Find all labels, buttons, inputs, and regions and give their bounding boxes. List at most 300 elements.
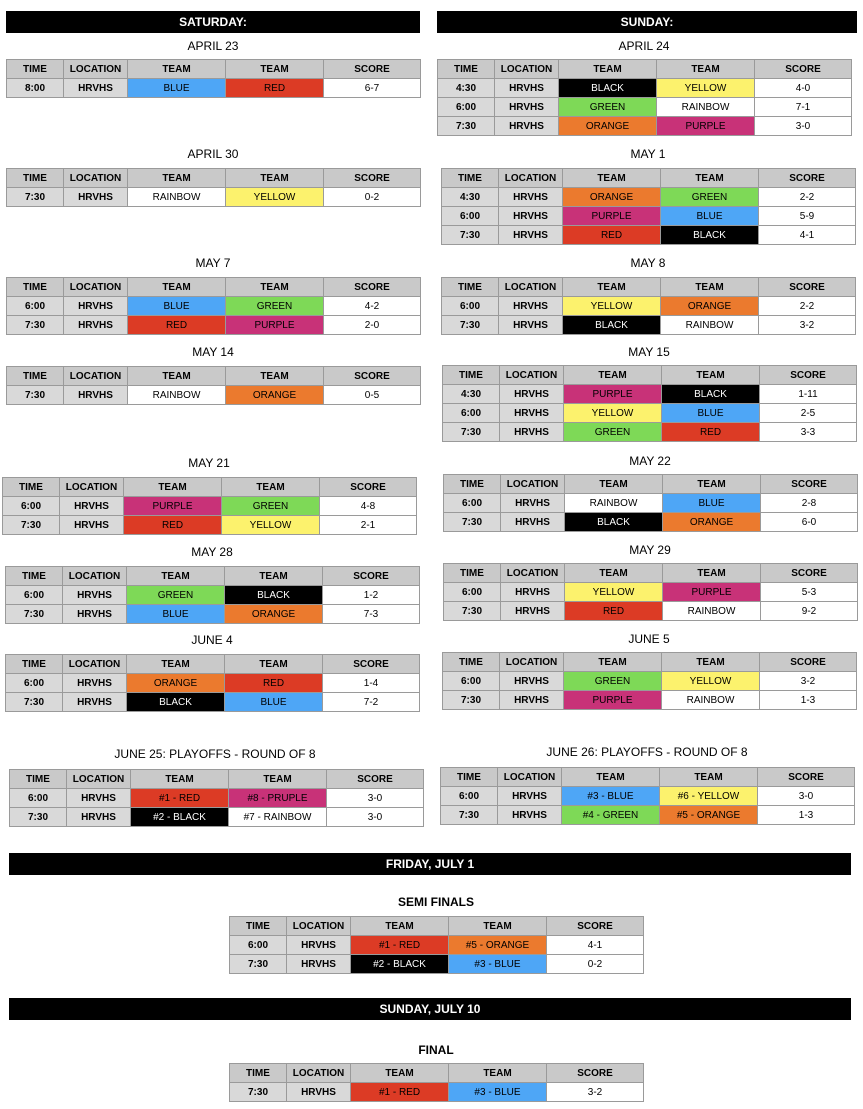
game-score: 7-1 [755, 98, 852, 117]
header-team: TEAM [128, 367, 226, 386]
team-cell: GREEN [559, 98, 657, 117]
team-cell: GREEN [222, 497, 320, 516]
header-score: SCORE [547, 1064, 644, 1083]
game-time: 6:00 [444, 494, 501, 513]
table-row [443, 423, 857, 442]
header-score: SCORE [323, 567, 420, 586]
table-row [444, 583, 858, 602]
game-time: 7:30 [6, 693, 63, 712]
header-team: TEAM [565, 564, 663, 583]
header-time: TIME [438, 60, 495, 79]
team-cell: ORANGE [225, 605, 323, 624]
header-row [6, 655, 420, 674]
header-row [441, 768, 855, 787]
game-time: 7:30 [438, 117, 495, 136]
header-team: TEAM [563, 278, 661, 297]
table-row [7, 297, 421, 316]
table-row [7, 386, 421, 405]
header-time: TIME [230, 917, 287, 936]
game-date-title: APRIL 24 [618, 39, 670, 53]
game-location: HRVHS [67, 789, 131, 808]
header-team: TEAM [128, 169, 226, 188]
header-score: SCORE [759, 278, 856, 297]
game-location: HRVHS [287, 1083, 351, 1102]
game-score: 2-2 [759, 297, 856, 316]
schedule-table [229, 916, 644, 974]
header-team: TEAM [226, 169, 324, 188]
team-cell: PURPLE [124, 497, 222, 516]
schedule-table [5, 654, 420, 712]
game-time: 8:00 [7, 79, 64, 98]
team-cell: RAINBOW [128, 188, 226, 207]
game-score: 6-7 [324, 79, 421, 98]
schedule-table [442, 365, 857, 442]
team-cell: #2 - BLACK [131, 808, 229, 827]
table-row [443, 672, 857, 691]
schedule-table [441, 168, 856, 245]
table-row [442, 207, 856, 226]
table-row [443, 691, 857, 710]
game-date-title: JUNE 26: PLAYOFFS - ROUND OF 8 [546, 745, 748, 759]
game-location: HRVHS [498, 806, 562, 825]
table-row [7, 316, 421, 335]
sunday-final-header: SUNDAY, JULY 10 [9, 998, 851, 1020]
schedule-table [229, 1063, 644, 1102]
game-score: 4-8 [320, 497, 417, 516]
team-cell: YELLOW [657, 79, 755, 98]
team-cell: RED [563, 226, 661, 245]
header-row [7, 278, 421, 297]
team-cell: GREEN [564, 423, 662, 442]
team-cell: YELLOW [563, 297, 661, 316]
header-score: SCORE [327, 770, 424, 789]
game-time: 7:30 [443, 423, 500, 442]
game-score: 2-0 [324, 316, 421, 335]
header-team: TEAM [564, 366, 662, 385]
game-date-title: MAY 8 [630, 256, 666, 270]
sunday-header: SUNDAY: [437, 11, 857, 33]
team-cell: PURPLE [226, 316, 324, 335]
header-location: LOCATION [499, 278, 563, 297]
header-team: TEAM [663, 475, 761, 494]
game-score: 2-8 [761, 494, 858, 513]
team-cell: RAINBOW [661, 316, 759, 335]
team-cell: PURPLE [564, 691, 662, 710]
header-team: TEAM [662, 366, 760, 385]
game-time: 7:30 [442, 316, 499, 335]
header-time: TIME [444, 475, 501, 494]
game-date-title: FINAL [418, 1043, 454, 1057]
game-time: 6:00 [443, 672, 500, 691]
game-score: 3-0 [758, 787, 855, 806]
game-time: 7:30 [444, 513, 501, 532]
game-location: HRVHS [64, 386, 128, 405]
game-time: 6:00 [6, 674, 63, 693]
team-cell: BLUE [128, 79, 226, 98]
header-team: TEAM [449, 917, 547, 936]
game-location: HRVHS [498, 787, 562, 806]
header-time: TIME [230, 1064, 287, 1083]
game-date-title: MAY 14 [192, 345, 234, 359]
header-row [443, 366, 857, 385]
header-location: LOCATION [501, 475, 565, 494]
game-location: HRVHS [499, 226, 563, 245]
schedule-table [6, 277, 421, 335]
team-cell: BLACK [563, 316, 661, 335]
game-time: 4:30 [443, 385, 500, 404]
team-cell: RAINBOW [128, 386, 226, 405]
team-cell: GREEN [226, 297, 324, 316]
team-cell: RED [662, 423, 760, 442]
table-row [444, 602, 858, 621]
team-cell: YELLOW [222, 516, 320, 535]
header-row [438, 60, 852, 79]
header-score: SCORE [324, 367, 421, 386]
game-location: HRVHS [63, 605, 127, 624]
game-location: HRVHS [500, 691, 564, 710]
team-cell: RAINBOW [663, 602, 761, 621]
header-score: SCORE [320, 478, 417, 497]
game-score: 1-4 [323, 674, 420, 693]
header-row [7, 169, 421, 188]
table-row [3, 516, 417, 535]
header-row [3, 478, 417, 497]
game-time: 6:00 [438, 98, 495, 117]
header-time: TIME [442, 169, 499, 188]
game-time: 6:00 [7, 297, 64, 316]
game-score: 0-2 [324, 188, 421, 207]
team-cell: BLACK [127, 693, 225, 712]
game-score: 3-0 [327, 808, 424, 827]
table-row [230, 936, 644, 955]
team-cell: PURPLE [564, 385, 662, 404]
header-score: SCORE [761, 564, 858, 583]
game-score: 5-3 [761, 583, 858, 602]
team-cell: #1 - RED [131, 789, 229, 808]
game-score: 1-3 [758, 806, 855, 825]
team-cell: GREEN [127, 586, 225, 605]
header-team: TEAM [127, 567, 225, 586]
header-time: TIME [7, 278, 64, 297]
team-cell: PURPLE [563, 207, 661, 226]
header-location: LOCATION [64, 278, 128, 297]
game-location: HRVHS [63, 693, 127, 712]
schedule-table [441, 277, 856, 335]
game-time: 6:00 [442, 207, 499, 226]
game-score: 0-5 [324, 386, 421, 405]
team-cell: GREEN [661, 188, 759, 207]
game-location: HRVHS [67, 808, 131, 827]
header-team: TEAM [559, 60, 657, 79]
game-score: 4-1 [759, 226, 856, 245]
table-row [6, 693, 420, 712]
game-score: 7-3 [323, 605, 420, 624]
schedule-table [443, 474, 858, 532]
team-cell: #1 - RED [351, 1083, 449, 1102]
header-time: TIME [6, 655, 63, 674]
game-location: HRVHS [64, 297, 128, 316]
header-team: TEAM [663, 564, 761, 583]
game-location: HRVHS [64, 188, 128, 207]
game-time: 6:00 [443, 404, 500, 423]
team-cell: BLUE [662, 404, 760, 423]
header-score: SCORE [324, 60, 421, 79]
table-row [444, 494, 858, 513]
header-location: LOCATION [67, 770, 131, 789]
schedule-table [6, 366, 421, 405]
header-location: LOCATION [500, 366, 564, 385]
table-row [443, 404, 857, 423]
schedule-table [5, 566, 420, 624]
team-cell: YELLOW [564, 404, 662, 423]
game-location: HRVHS [501, 602, 565, 621]
game-score: 2-5 [760, 404, 857, 423]
game-location: HRVHS [495, 79, 559, 98]
header-team: TEAM [127, 655, 225, 674]
header-time: TIME [10, 770, 67, 789]
team-cell: PURPLE [657, 117, 755, 136]
game-score: 7-2 [323, 693, 420, 712]
header-row [444, 475, 858, 494]
game-location: HRVHS [499, 297, 563, 316]
game-location: HRVHS [287, 936, 351, 955]
header-team: TEAM [124, 478, 222, 497]
header-time: TIME [7, 169, 64, 188]
team-cell: BLACK [662, 385, 760, 404]
schedule-table [2, 477, 417, 535]
header-row [442, 278, 856, 297]
game-time: 6:00 [230, 936, 287, 955]
header-score: SCORE [547, 917, 644, 936]
game-score: 4-1 [547, 936, 644, 955]
game-score: 3-2 [759, 316, 856, 335]
game-score: 2-1 [320, 516, 417, 535]
header-score: SCORE [758, 768, 855, 787]
header-row [230, 917, 644, 936]
team-cell: #4 - GREEN [562, 806, 660, 825]
friday-header: FRIDAY, JULY 1 [9, 853, 851, 875]
game-score: 1-11 [760, 385, 857, 404]
game-score: 3-3 [760, 423, 857, 442]
header-time: TIME [442, 278, 499, 297]
table-row [438, 117, 852, 136]
team-cell: #3 - BLUE [449, 955, 547, 974]
team-cell: BLACK [565, 513, 663, 532]
table-row [230, 1083, 644, 1102]
header-location: LOCATION [287, 1064, 351, 1083]
team-cell: GREEN [564, 672, 662, 691]
schedule-table [9, 769, 424, 827]
header-score: SCORE [761, 475, 858, 494]
game-location: HRVHS [499, 316, 563, 335]
header-row [7, 60, 421, 79]
header-team: TEAM [226, 367, 324, 386]
header-location: LOCATION [287, 917, 351, 936]
team-cell: RED [124, 516, 222, 535]
team-cell: RAINBOW [662, 691, 760, 710]
table-row [6, 586, 420, 605]
header-score: SCORE [323, 655, 420, 674]
game-location: HRVHS [63, 674, 127, 693]
header-team: TEAM [661, 278, 759, 297]
header-team: TEAM [128, 278, 226, 297]
team-cell: RED [225, 674, 323, 693]
team-cell: YELLOW [226, 188, 324, 207]
header-team: TEAM [351, 917, 449, 936]
game-time: 7:30 [444, 602, 501, 621]
team-cell: #8 - PRUPLE [229, 789, 327, 808]
team-cell: ORANGE [226, 386, 324, 405]
header-time: TIME [444, 564, 501, 583]
team-cell: BLUE [661, 207, 759, 226]
header-team: TEAM [565, 475, 663, 494]
game-date-title: APRIL 23 [187, 39, 239, 53]
game-score: 0-2 [547, 955, 644, 974]
schedule-table [442, 652, 857, 710]
schedule-table [440, 767, 855, 825]
team-cell: RAINBOW [657, 98, 755, 117]
game-location: HRVHS [499, 188, 563, 207]
game-date-title: MAY 7 [195, 256, 231, 270]
game-date-title: APRIL 30 [187, 147, 239, 161]
game-time: 7:30 [443, 691, 500, 710]
game-time: 7:30 [441, 806, 498, 825]
team-cell: RED [565, 602, 663, 621]
game-location: HRVHS [500, 385, 564, 404]
header-time: TIME [7, 60, 64, 79]
header-score: SCORE [324, 169, 421, 188]
team-cell: ORANGE [663, 513, 761, 532]
schedule-table [443, 563, 858, 621]
team-cell: ORANGE [127, 674, 225, 693]
table-row [6, 605, 420, 624]
header-time: TIME [443, 653, 500, 672]
team-cell: #6 - YELLOW [660, 787, 758, 806]
team-cell: PURPLE [663, 583, 761, 602]
header-score: SCORE [759, 169, 856, 188]
team-cell: #1 - RED [351, 936, 449, 955]
saturday-header: SATURDAY: [6, 11, 420, 33]
header-time: TIME [441, 768, 498, 787]
game-date-title: MAY 21 [188, 456, 230, 470]
header-team: TEAM [222, 478, 320, 497]
team-cell: BLACK [559, 79, 657, 98]
table-row [10, 808, 424, 827]
game-date-title: JUNE 25: PLAYOFFS - ROUND OF 8 [114, 747, 316, 761]
game-time: 4:30 [438, 79, 495, 98]
header-team: TEAM [660, 768, 758, 787]
header-row [444, 564, 858, 583]
team-cell: YELLOW [565, 583, 663, 602]
game-location: HRVHS [501, 513, 565, 532]
game-score: 1-3 [760, 691, 857, 710]
table-row [441, 787, 855, 806]
header-score: SCORE [760, 653, 857, 672]
team-cell: #5 - ORANGE [449, 936, 547, 955]
game-date-title: JUNE 4 [191, 633, 233, 647]
game-time: 6:00 [444, 583, 501, 602]
game-time: 6:00 [442, 297, 499, 316]
game-location: HRVHS [64, 316, 128, 335]
header-team: TEAM [226, 60, 324, 79]
header-location: LOCATION [64, 169, 128, 188]
game-score: 1-2 [323, 586, 420, 605]
game-time: 6:00 [441, 787, 498, 806]
header-location: LOCATION [64, 60, 128, 79]
team-cell: YELLOW [662, 672, 760, 691]
header-location: LOCATION [500, 653, 564, 672]
header-location: LOCATION [498, 768, 562, 787]
header-team: TEAM [449, 1064, 547, 1083]
header-team: TEAM [229, 770, 327, 789]
team-cell: BLUE [225, 693, 323, 712]
team-cell: RED [128, 316, 226, 335]
game-location: HRVHS [501, 494, 565, 513]
game-time: 7:30 [7, 316, 64, 335]
header-location: LOCATION [501, 564, 565, 583]
team-cell: #2 - BLACK [351, 955, 449, 974]
game-location: HRVHS [64, 79, 128, 98]
game-time: 7:30 [230, 1083, 287, 1102]
game-date-title: MAY 1 [630, 147, 666, 161]
game-score: 6-0 [761, 513, 858, 532]
header-row [230, 1064, 644, 1083]
header-team: TEAM [131, 770, 229, 789]
table-row [438, 98, 852, 117]
schedule-table [437, 59, 852, 136]
table-row [6, 674, 420, 693]
game-location: HRVHS [287, 955, 351, 974]
header-location: LOCATION [63, 567, 127, 586]
team-cell: #7 - RAINBOW [229, 808, 327, 827]
table-row [444, 513, 858, 532]
game-time: 7:30 [6, 605, 63, 624]
header-row [7, 367, 421, 386]
game-date-title: MAY 28 [191, 545, 233, 559]
header-location: LOCATION [64, 367, 128, 386]
header-time: TIME [6, 567, 63, 586]
game-time: 7:30 [7, 386, 64, 405]
table-row [442, 297, 856, 316]
header-team: TEAM [563, 169, 661, 188]
game-location: HRVHS [501, 583, 565, 602]
game-date-title: MAY 15 [628, 345, 670, 359]
table-row [230, 955, 644, 974]
game-location: HRVHS [495, 98, 559, 117]
game-location: HRVHS [500, 672, 564, 691]
header-score: SCORE [324, 278, 421, 297]
game-time: 7:30 [10, 808, 67, 827]
header-team: TEAM [661, 169, 759, 188]
header-time: TIME [443, 366, 500, 385]
game-time: 6:00 [3, 497, 60, 516]
header-team: TEAM [226, 278, 324, 297]
header-location: LOCATION [63, 655, 127, 674]
team-cell: #3 - BLUE [562, 787, 660, 806]
team-cell: BLACK [225, 586, 323, 605]
game-score: 3-0 [755, 117, 852, 136]
game-time: 6:00 [10, 789, 67, 808]
table-row [10, 789, 424, 808]
game-score: 2-2 [759, 188, 856, 207]
game-location: HRVHS [63, 586, 127, 605]
game-score: 3-2 [547, 1083, 644, 1102]
game-score: 4-0 [755, 79, 852, 98]
team-cell: ORANGE [559, 117, 657, 136]
game-score: 9-2 [761, 602, 858, 621]
table-row [441, 806, 855, 825]
team-cell: #3 - BLUE [449, 1083, 547, 1102]
